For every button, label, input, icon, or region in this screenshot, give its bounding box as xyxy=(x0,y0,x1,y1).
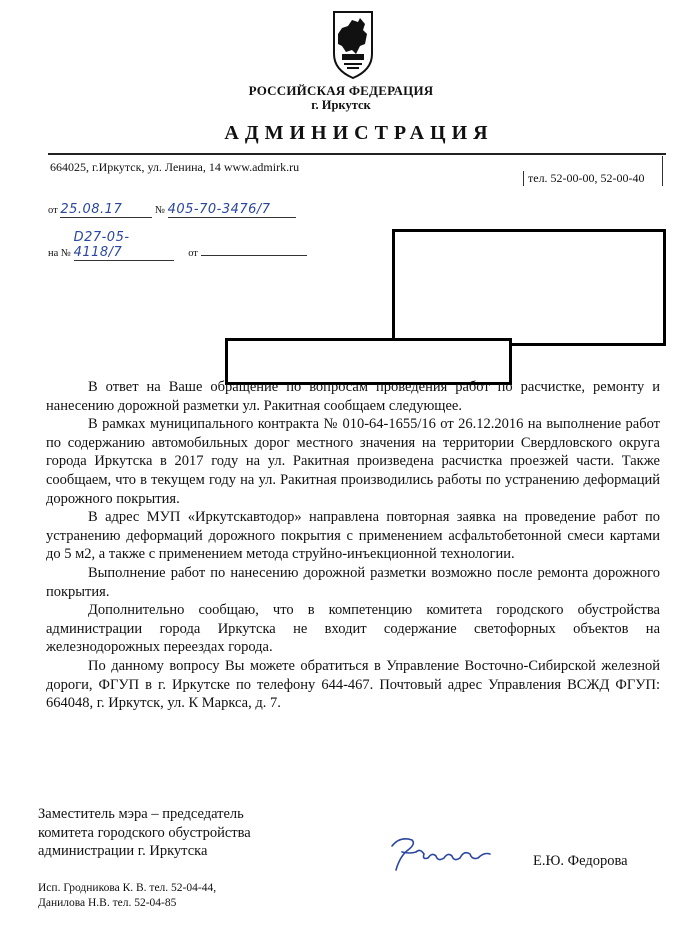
meta-number-label: № xyxy=(154,205,165,216)
meta-from-label: от xyxy=(48,205,58,216)
handwritten-signature-icon xyxy=(386,830,498,880)
signatory-title-line-3: администрации г. Иркутска xyxy=(38,843,208,860)
meta-from-date: 25.08.17 xyxy=(60,202,152,218)
header-divider xyxy=(48,153,666,155)
executors xyxy=(38,881,216,911)
body-paragraph-2: В рамках муниципального контракта № 010-64-1655/16 от 26.12.2016 на выполнение работ по содержанию автомобильных дорог местного значения на территории Свердловского округа города Иркутска в 2017 году на ул. Ракитная произведена расчистка проезжей части. Также сообщаем, что в текущем году на ул. Ракитная производились работы по устранению деформаций дорожного покрытия. xyxy=(46,416,660,507)
meta-reply-from-blank xyxy=(201,243,307,256)
body-paragraph-1: В ответ на Ваше обращение по вопросам проведения работ по расчистке, ремонту и нанесению дорожной разметки ул. Ракитная сообщаем следующее. xyxy=(46,379,660,414)
signatory-title-line-1: Заместитель мэра – председатель xyxy=(38,806,244,822)
header-city: г. Иркутск xyxy=(311,98,371,112)
header-right-rule xyxy=(662,156,663,186)
executor-line-1: Исп. Гродникова К. В. тел. 52-04-44, xyxy=(38,882,217,894)
meta-reply-value: D27-05-4118/7 xyxy=(74,230,174,261)
header-organization: АДМИНИСТРАЦИЯ xyxy=(224,122,494,144)
meta-from-row xyxy=(48,202,296,218)
signatory-title-line-2: комитета городского обустройства xyxy=(38,824,251,841)
body-paragraph-3: В адрес МУП «Иркутскавтодор» направлена повторная заявка на проведение работ по устранению деформаций дорожного покрытия с применением асфальтобетонной смеси картами до 5 м2, а также с применением метода струйно-инъекционной технологии. xyxy=(46,509,660,563)
signatory-title xyxy=(38,805,251,861)
letter-body xyxy=(46,378,660,713)
header-address: 664025, г.Иркутск, ул. Ленина, 14 www.admirk.ru xyxy=(50,160,300,174)
redacted-recipient-block xyxy=(392,229,666,346)
meta-reply-label: на № xyxy=(48,248,71,259)
body-paragraph-6: По данному вопросу Вы можете обратиться в Управление Восточно-Сибирской железной дороги, ФГУП в г. Иркутске по телефону 644-467. Почтовый адрес Управления ВСЖД ФГУП: 664048, г. Иркутск, ул. К Маркса, д. 7. xyxy=(46,657,660,712)
meta-reply-row xyxy=(48,230,307,261)
body-paragraph-4: Выполнение работ по нанесению дорожной разметки возможно после ремонта дорожного покрытия. xyxy=(46,564,660,600)
meta-number-value: 405-70-3476/7 xyxy=(168,202,296,218)
header-phones: тел. 52-00-00, 52-00-40 xyxy=(523,171,645,186)
executor-line-2: Данилова Н.В. тел. 52-04-85 xyxy=(38,897,177,909)
coat-of-arms-icon xyxy=(332,10,374,80)
signatory-name: Е.Ю. Федорова xyxy=(533,853,628,869)
meta-reply-from-label: от xyxy=(188,248,198,259)
header-country: РОССИЙСКАЯ ФЕДЕРАЦИЯ xyxy=(248,83,434,98)
body-paragraph-5: Дополнительно сообщаю, что в компетенцию комитета городского обустройства администрации города Иркутска не входит содержание светофорных объектов на железнодорожных переездах города. xyxy=(46,602,660,656)
